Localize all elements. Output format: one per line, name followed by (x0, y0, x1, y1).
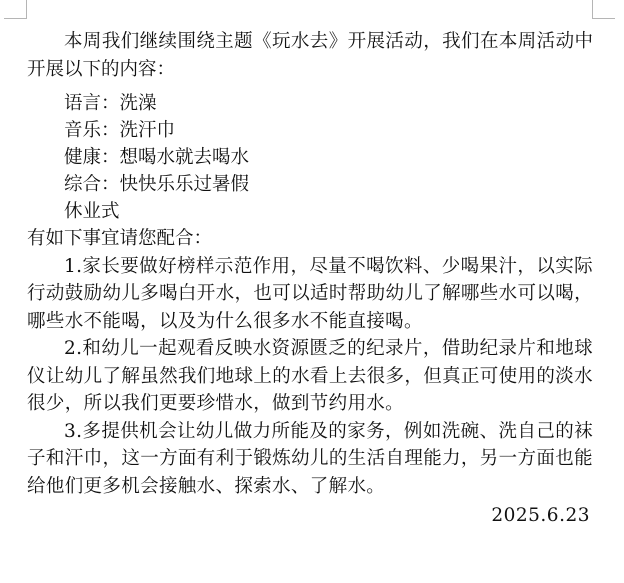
activity-value: 想喝水就去喝水 (119, 147, 250, 168)
activity-label: 音乐： (64, 120, 120, 141)
request-item-1: 1.家长要做好榜样示范作用，尽量不喝饮料、少喝果汁，以实际行动鼓励幼儿多喝白开水，也可以适时帮助幼儿了解哪些水可以喝，哪些水不能喝，以及为什么很多水不能直接喝。 (27, 255, 593, 332)
closing-ceremony: 休业式 (64, 201, 120, 222)
document-date: 2025.6.23 (491, 505, 590, 526)
activity-music (27, 117, 593, 144)
activity-value: 洗汗巾 (119, 120, 176, 141)
request-item-3: 3.多提供机会让幼儿做力所能及的家务，例如洗碗、洗自己的袜子和汗巾，这一方面有利于锻炼幼儿的生活自理能力，另一方面也能给他们更多机会接触水、探索水、了解水。 (27, 420, 593, 497)
activity-health (27, 144, 593, 171)
activity-language (27, 90, 593, 117)
activity-label: 语言： (64, 93, 120, 114)
page-corner-mark-right (592, 0, 615, 19)
activity-label: 健康： (64, 147, 120, 168)
activity-value: 快快乐乐过暑假 (119, 174, 250, 195)
activity-label: 综合： (64, 174, 120, 195)
activity-comprehensive (27, 171, 593, 198)
page-corner-mark-left (4, 0, 27, 19)
intro-paragraph: 本周我们继续围绕主题《玩水去》开展活动，我们在本周活动中开展以下的内容： (27, 31, 593, 80)
activity-value: 洗澡 (119, 93, 157, 114)
cooperation-heading: 有如下事宜请您配合： (27, 228, 213, 249)
request-item-2: 2.和幼儿一起观看反映水资源匮乏的纪录片，借助纪录片和地球仪让幼儿了解虽然我们地球上的水看上去很多，但真正可使用的淡水很少，所以我们更要珍惜水，做到节约用水。 (27, 338, 593, 414)
document-body (27, 28, 593, 530)
